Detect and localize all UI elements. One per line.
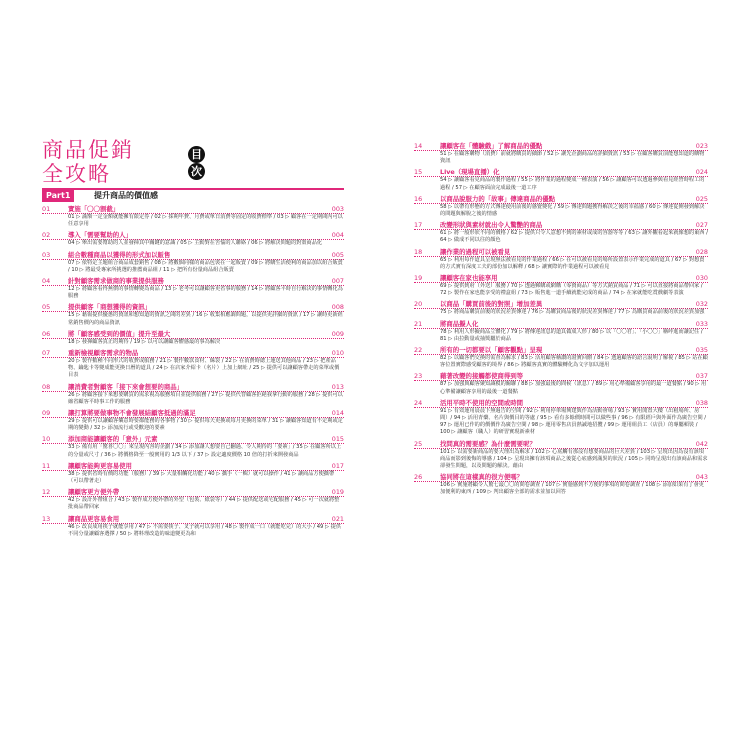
page-number: 035 bbox=[695, 346, 708, 355]
toc-entry-heading bbox=[414, 346, 708, 355]
page-number: 042 bbox=[695, 439, 708, 448]
chapter-subtopics: 38 ▷ 提供省時有價的功能（服務）/ 39 ▷ 大量相觸化功能 / 40 ▷ 攜手（一輯）就可以操作 / 41 ▷ 讓商品方便攜帶（可以帶著走） bbox=[68, 470, 335, 485]
chapter-subtopics: 07 ▷ 依特定主題組合商品成套銷售 / 08 ▷ 將數個同樣的商品包裝在一起販賣 / 09 ▷ 將購生活便利的商品加以組合販賣 / 10 ▷ 將最受專家所挑選的推薦商品組 / 11 ▷ 把所有份量商品組合販賣 bbox=[68, 259, 343, 273]
toc-entry bbox=[414, 221, 708, 244]
book-title bbox=[42, 138, 202, 186]
page-number: 008 bbox=[331, 303, 344, 312]
page-number: 027 bbox=[695, 221, 708, 230]
chapter-subtopics: 82 ▷ 以顧客們交換的需查為解求 / 83 ▷ 活用顧客稱讚的證實回饋 / 84 ▷ 透過顧客的語言說明了解視 / 85 ▷ 站在顧客位置實際感受顧客的境界 / 86 ▷ 將顧客真實的體驗轉化為文字加以運用 bbox=[440, 355, 708, 369]
chapter-number: 08 bbox=[42, 382, 51, 391]
chapter-title: 實施「〇〇割截」 bbox=[68, 205, 120, 213]
chapter-subtopics: 78 ▷ 利用人形擬商品立體化 / 79 ▷ 將傳達訊息的道具做成人形 / 80 ▷ 以「〇〇君」、「小〇〇」稱呼進而讓記住 / 81 ▷ 由拉動量或抽獎屬於商品 bbox=[440, 328, 703, 342]
chapter-subtopics: 26 ▷ 將顧客接下來想要購買的需求視為服務項目並提供服務 / 27 ▷ 提供代替顧客拒絕我拿行動的服務 / 28 ▷ 提供可以縮省顧客平時事工作的服務 bbox=[68, 391, 343, 405]
chapter-title: 協同將在這樣真的很方便嗎？ bbox=[440, 473, 524, 482]
chapter-subtopics: 12 ▷ 將顧客看得無償的事情轉變為商品 / 13 ▷ 老考可以讓顧客更省事的服務 / 14 ▷ 將顧客平時自行解決的事情轉化為服務 bbox=[68, 286, 343, 300]
toc-entry bbox=[414, 195, 708, 218]
toc-entry-heading bbox=[414, 248, 708, 257]
part-header bbox=[42, 188, 344, 202]
chapter-number: 15 bbox=[414, 168, 423, 177]
chapter-title: 讓顧客更方便外帶 bbox=[68, 488, 120, 497]
toc-entry-heading bbox=[414, 320, 708, 329]
chapter-title: 提供顧客「商想獲得的資訊」 bbox=[68, 303, 152, 312]
chapter-number: 07 bbox=[42, 349, 51, 358]
toc-left-column bbox=[42, 205, 344, 541]
chapter-title: 針對顧客需求做商的事業提供服務 bbox=[68, 277, 164, 286]
page-number: 003 bbox=[331, 205, 344, 213]
toc-entry-heading bbox=[42, 349, 344, 358]
chapter-number: 09 bbox=[42, 409, 51, 418]
toc-entry-heading bbox=[414, 473, 708, 482]
page-number: 010 bbox=[331, 349, 344, 358]
chapter-subtopics: 33 ▷ 備有用「驚喜〇〇」來呈現內容的企劃 / 34 ▷ 添加讓人想要自己翻過、令人期待的「要素」/ 35 ▷ 在顧客所以上的分量或尺寸 / 36 ▷ 將價格降至一般實用的 1/3 以下 / 37 ▷ 設定適度價格 10 倍的打折來開發商品 bbox=[68, 444, 342, 458]
toc-entry bbox=[42, 251, 344, 274]
toc-entry-heading bbox=[42, 330, 344, 339]
toc-entry bbox=[414, 274, 708, 297]
toc-entry bbox=[42, 349, 344, 380]
page-number: 023 bbox=[695, 142, 708, 150]
chapter-number: 21 bbox=[414, 319, 423, 328]
toc-char-2: 次 bbox=[188, 163, 205, 180]
toc-entry bbox=[414, 248, 708, 271]
chapter-number: 22 bbox=[414, 346, 423, 355]
chapter-title: 讓顧客能夠更容易使用 bbox=[68, 461, 132, 470]
chapter-title: 將商品擬人化 bbox=[440, 319, 479, 328]
page-number: 043 bbox=[695, 473, 708, 482]
toc-entry-heading bbox=[42, 462, 344, 471]
toc-entry-heading bbox=[42, 488, 344, 497]
page-number: 017 bbox=[331, 461, 344, 470]
chapter-number: 25 bbox=[414, 439, 423, 448]
toc-entry bbox=[42, 277, 344, 300]
chapter-subtopics: 69 ▷ 提供到府（外送）服務 / 70 ▷ 透過郵購或網購（零資商品）等方式銷買商品 / 71 ▷ 可以直接將商品帶回家 / 72 ▷ 製作在家也能享受的禮盒組 / 73 ▷ 販售進一道手續就能完成的商品 / 74 ▷ 在家就能吃賞戲劇等表演 bbox=[440, 283, 703, 297]
page-number: 019 bbox=[331, 488, 344, 497]
chapter-subtopics: 106 ▷ 實施將顧令人驚七最〇〇的問卷調查 / 107 ▷ 實施感到不方便的事項的問卷調查 / 108 ▷ 添加如果有了會更加便利的東西 / 109 ▷ 判出顧客全部的需求並加以回答 bbox=[440, 482, 704, 496]
toc-entry bbox=[42, 231, 344, 247]
toc-entry bbox=[42, 205, 344, 228]
toc-entry-heading bbox=[42, 409, 344, 418]
chapter-number: 01 bbox=[42, 205, 51, 213]
page-number: 014 bbox=[331, 409, 344, 418]
toc-entry bbox=[42, 435, 344, 458]
chapter-title: 添加商能讓顧客的「意外」元素 bbox=[68, 435, 158, 444]
chapter-number: 26 bbox=[414, 473, 423, 482]
toc-entry bbox=[42, 330, 344, 346]
toc-entry-heading bbox=[42, 251, 344, 260]
chapter-title: 改變形狀與素材就出令人驚艷的商品 bbox=[440, 221, 543, 230]
toc-entry-heading bbox=[42, 205, 344, 214]
page-number: 009 bbox=[331, 329, 344, 338]
chapter-number: 24 bbox=[414, 398, 423, 407]
toc-char-1: 目 bbox=[188, 146, 205, 163]
chapter-number: 16 bbox=[414, 194, 423, 203]
toc-entry bbox=[414, 372, 708, 395]
chapter-number: 23 bbox=[414, 372, 423, 381]
chapter-title: 讓顧客在家也能享用 bbox=[440, 274, 498, 283]
chapter-number: 14 bbox=[414, 142, 423, 150]
toc-badge bbox=[188, 146, 207, 180]
chapter-subtopics: 101 ▷ 以需要新商品的要大理出為解求 / 102 ▷ 心底觸有那沒有想要商品的巨大差異 / 103 ▷ 呈現出因為沒有該項商品而影到後悔的導感 / 104 ▷ 呈現出擁有該項商品之後從心底感到滿異的狀況 / 105 ▷ 同時呈現出有該商品和需求卻發生問題，以及問題的解決。藉由 bbox=[440, 448, 708, 470]
chapter-subtopics: 65 ▷ 利用每作道具呈現無法被看見的作業過程 / 66 ▷ 在可以被看見的場所設置表示作業完成的道具 / 67 ▷ 對想賣的方式實有深度工夫的部份加以解釋 / 68 ▷ 讓實際的作業過程可以被看見 bbox=[440, 256, 705, 270]
chapter-title: 讓打算將要做事物不會發展結顧客抵過的滿足 bbox=[68, 409, 196, 418]
chapter-number: 02 bbox=[42, 231, 51, 240]
chapter-title: 將「顧客感受到的價值」提升至最大 bbox=[68, 329, 171, 338]
toc-entry bbox=[414, 473, 708, 496]
chapter-subtopics: 01 ▷ 滿額一定金額就能擁有限定券 / 02 ▷ 採期年費、月費或單日消費等固定的收費標準 / 03 ▷ 顧客在一定期間內可以任意享用 bbox=[68, 214, 343, 228]
toc-entry-heading bbox=[414, 221, 708, 230]
chapter-subtopics: 87 ▷ 加強與顧客聚知識模的關聯 / 88 ▷ 加強最後的問候（訊息）/ 89 ▷ 用心準備顧客享用的最一道餐點 / 90 ▷ 用心準備讓顧客享用的最後一道餐點 bbox=[440, 381, 707, 395]
chapter-subtopics: 91 ▷ 有效運用晨晨下無過告的空間 / 92 ▷ 利用停車場興建與作為活動會場 / 93 ▷ 實用閒置大樓（出租場所、房間）/ 94 ▷ 活用青藥、名片與價目的等處 / 95 ▷ 看有多餘價時間可以做些事 / 96 ▷ 有限經戶與外面作為廣告空間 / 97 ▷ 運用已作的的價價作為廣告空間 / 98 ▷ 運用零售店員熱誠地招攬 / 99 ▷ 運用組員工（店員）的專屬頓裝 / 100 ▷ 讓顧客（職人）的研習實現新素材 bbox=[440, 407, 707, 436]
chapter-subtopics: 18 ▷ 發揮顧客真正的期待 / 19 ▷ 以可以讓顧客體感最的事為解決 bbox=[68, 338, 221, 345]
chapter-subtopics: 54 ▷ 讓顧客看見商品的製作過程 / 55 ▷ 將作業的過程變成一種表演 / 56 ▷ 讓顧客可以透過參與看見經營時程工的過程 / 57 ▷ 在顧客面前完成最後一道工序 bbox=[440, 177, 705, 191]
chapter-subtopics: 42 ▷ 設計外帶組合 / 43 ▷ 製作成方便外帶的外型（包裝、紙袋等）/ 44 ▷ 提供配送或宅配服務 / 45 ▷ 可一次就將整批商品帶回家 bbox=[68, 497, 340, 511]
toc-entry bbox=[414, 320, 708, 343]
chapter-subtopics: 15 ▷ 藉報提供優惠的資訊和想知道的資訊之間的差異 / 16 ▷ 收集相應調問題，以提供更詳細的資訊 / 17 ▷ 讓時更新經常銷售價內的商品資訊 bbox=[68, 312, 343, 326]
page-number: 013 bbox=[331, 382, 344, 391]
page-number: 007 bbox=[331, 277, 344, 286]
toc-entry bbox=[42, 383, 344, 406]
toc-entry bbox=[42, 515, 344, 538]
chapter-subtopics: 46 ▷ 改良成用筷子就能享用 / 47 ▷ 不需要筷子、叉子就可以享用 / 48 ▷ 製作成一口（就能吃完）的大小 / 49 ▷ 提供不同分量讓顧客選擇 / 50 ▷ 將料理改造的味道變更為和 bbox=[68, 523, 342, 537]
chapter-subtopics: 04 ▷ 舉出需要幫助的人並發揮其中關鍵的意識 / 05 ▷ 主動對在苦惱的人聯絡 / 06 ▷ 將解決問題的對策商品化 bbox=[68, 240, 323, 247]
chapter-title: 導入「需要幫助的人」 bbox=[68, 231, 132, 240]
chapter-number: 06 bbox=[42, 329, 51, 338]
chapter-title: 讓作業的過程可以被看見 bbox=[440, 247, 511, 256]
part-title: 提升商品的價值感 bbox=[94, 191, 158, 200]
toc-entry bbox=[414, 440, 708, 471]
chapter-title: 以商品說服力的「故事」傳達商品的優點 bbox=[440, 194, 556, 203]
page-number: 015 bbox=[331, 435, 344, 444]
page-number: 004 bbox=[331, 231, 344, 240]
page-number: 025 bbox=[695, 194, 708, 203]
toc-entry-heading bbox=[414, 440, 708, 449]
chapter-title: 組合數種商品以獲得的形式加以販售 bbox=[68, 250, 171, 259]
chapter-number: 04 bbox=[42, 277, 51, 286]
toc-entry bbox=[414, 346, 708, 369]
title-line-1: 商品促銷 bbox=[42, 138, 134, 162]
chapter-number: 03 bbox=[42, 250, 51, 259]
toc-entry-heading bbox=[414, 195, 708, 204]
chapter-number: 05 bbox=[42, 303, 51, 312]
page-number: 005 bbox=[331, 250, 344, 259]
chapter-title: 活用平時不使用的空間或時間 bbox=[440, 398, 524, 407]
chapter-subtopics: 20 ▷ 製作數種不同形式的收費或服務 / 21 ▷ 製作數款食材、絲袋 / 22 ▷ 在消費時總上運送其他商品 / 23 ▷ 把產品物、鑰匙卡等變成能更換日曆的道具 / 24 ▷ 在店家介紹卡（名片）上加上網址 / 25 ▷ 提供可以讓顧客帶走的菜單或價目表 bbox=[68, 358, 340, 379]
chapter-title: 藉著改變的接觸都使商得到等 bbox=[440, 372, 524, 381]
chapter-number: 11 bbox=[42, 461, 51, 470]
chapter-number: 13 bbox=[42, 514, 51, 523]
toc-entry bbox=[42, 409, 344, 432]
page-number: 021 bbox=[331, 514, 344, 523]
toc-entry-heading bbox=[414, 142, 708, 151]
page-number: 028 bbox=[695, 247, 708, 256]
chapter-subtopics: 75 ▷ 將商品購買前後的狀況差異傳達 / 76 ▷ 為購買商品後的狀況差異傳達 / 77 ▷ 為購買商品前後的狀況差異加強 bbox=[440, 309, 705, 316]
toc-entry bbox=[42, 462, 344, 485]
chapter-number: 12 bbox=[42, 488, 51, 497]
chapter-subtopics: 61 ▷ 將一般形狀不同的價格 / 62 ▷ 提供只令人意想不到的素材或成的容器等等 / 63 ▷ 讓外觀看起來就像想的東西 / 64 ▷ 做成不同以往的顏色 bbox=[440, 230, 708, 244]
chapter-title: 重新檢視顧客需求的物品 bbox=[68, 349, 139, 358]
page-number: 038 bbox=[695, 398, 708, 407]
chapter-number: 20 bbox=[414, 300, 423, 309]
chapter-number: 17 bbox=[414, 221, 423, 230]
toc-entry-heading bbox=[42, 515, 344, 524]
chapter-title: 讓商品更容易食用 bbox=[68, 514, 120, 523]
toc-entry bbox=[414, 399, 708, 437]
chapter-subtopics: 58 ▷ 以帶有形態的方式傳達使用前後的感覺變化 / 59 ▷ 傳達問題獲得解決之後的幸福感 / 60 ▷ 傳達從開發到解決的問題與解脫之後的情感 bbox=[440, 203, 705, 218]
toc-entry-heading bbox=[414, 399, 708, 408]
toc-entry-heading bbox=[42, 383, 344, 392]
chapter-subtopics: 51 ▷ 在顧客購物（消費）前就將購買的細節 / 52 ▷ 讓先企劃商品的詳細資訊 / 53 ▷ 在顧客購買前能想知道的購物資訊 bbox=[440, 151, 705, 165]
toc-entry bbox=[42, 303, 344, 326]
part-label: Part1 bbox=[42, 190, 74, 202]
title-line-2: 全攻略 bbox=[42, 162, 111, 186]
chapter-number: 19 bbox=[414, 274, 423, 283]
chapter-title: 所有的一切都要以「顧客觀點」呈現 bbox=[440, 346, 543, 355]
chapter-title: 讓消費者對顧客「接下來會想要的商品」 bbox=[68, 382, 184, 391]
page-number: 037 bbox=[695, 372, 708, 381]
toc-entry bbox=[414, 168, 708, 191]
chapter-number: 18 bbox=[414, 247, 423, 256]
chapter-subtopics: 29 ▷ 提供可以讓顧客樂意時要都能務的各事物 / 30 ▷ 提供每天更換或每月更換的菜單 / 31 ▷ 讓顧客知道有不定期或定期的變動 / 32 ▷ 添加流行或受歡迎的要素 bbox=[68, 418, 343, 432]
toc-entry-heading bbox=[42, 277, 344, 286]
chapter-title: 讓顧客在「體驗戲」了解商品的優點 bbox=[440, 142, 543, 150]
chapter-title: 找問真的需要感？為什麼需要呢？ bbox=[440, 439, 536, 448]
toc-entry bbox=[414, 300, 708, 316]
toc-entry-heading bbox=[414, 274, 708, 283]
page-number: 030 bbox=[695, 274, 708, 283]
chapter-title: Live（現場直播）化 bbox=[440, 168, 500, 177]
chapter-number: 10 bbox=[42, 435, 51, 444]
toc-entry bbox=[414, 142, 708, 165]
toc-right-column bbox=[414, 142, 708, 500]
toc-entry bbox=[42, 488, 344, 511]
chapter-title: 以商品「購買前後的對照」增加差異 bbox=[440, 300, 543, 309]
page-number: 024 bbox=[695, 168, 708, 177]
page-number: 032 bbox=[695, 300, 708, 309]
page-number: 033 bbox=[695, 319, 708, 328]
